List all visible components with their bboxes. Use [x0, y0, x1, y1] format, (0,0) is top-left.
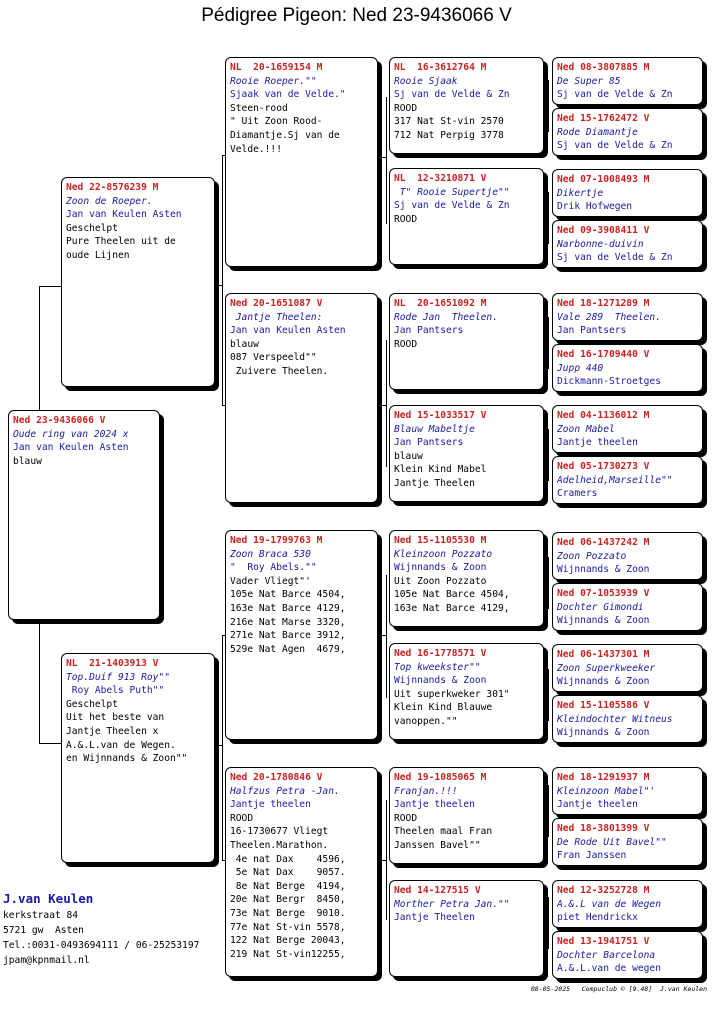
pigeon-name: Kleindochter Witneus — [557, 713, 673, 725]
note-line: Pure Theelen uit de — [66, 236, 176, 248]
pigeon-name: Rooie Roeper."" — [230, 75, 317, 87]
note-line: 5e Nat Dax 9057. — [230, 867, 346, 879]
breeder: Wijnnands & Zoon — [394, 562, 487, 574]
ring-number: Ned 16-1709440 V — [557, 349, 650, 360]
pigeon-name: Adelheid,Marseille"" — [557, 474, 673, 486]
breeder: Jantje theelen — [557, 437, 638, 449]
note-line: 087 Verspeeld"" — [230, 352, 317, 364]
note-line: blauw — [394, 450, 423, 462]
pigeon-name: Halfzus Petra -Jan. — [230, 785, 340, 797]
ring-number: Ned 04-1136012 M — [557, 410, 650, 421]
ssd-card[interactable] — [389, 168, 544, 265]
note-line: Vader Vliegt"' — [230, 575, 311, 587]
ring-number: Ned 15-1105530 M — [394, 535, 487, 546]
note-line: 8e Nat Berge 4194, — [230, 880, 346, 892]
breeder: Jan van Keulen Asten — [230, 325, 346, 337]
breeder: Sj van de Velde & Zn — [557, 89, 673, 101]
ddds-card[interactable] — [552, 880, 703, 928]
breeder: Wijnnands & Zoon — [557, 727, 650, 739]
note-line: Uit Zoon Pozzato — [394, 575, 487, 587]
note-line: 122 Nat Berge 20043, — [230, 935, 346, 947]
note-line: ROOD — [230, 812, 254, 824]
ring-number: Ned 20-1780846 V — [230, 772, 323, 783]
note-line: vanoppen."" — [394, 715, 458, 727]
pigeon-name: Rode Diamantje — [557, 126, 638, 138]
pigeon-name: Oude ring van 2024 x — [13, 428, 129, 440]
owner-postcode-line: 5721 gw Asten — [3, 925, 84, 936]
breeder: piet Hendrickx — [557, 912, 638, 924]
ring-number: Ned 22-8576239 M — [66, 182, 159, 193]
note-line: Geschelpt — [66, 222, 118, 234]
sire-card[interactable] — [61, 177, 215, 387]
note-line: Klein Kind Mabel — [394, 464, 487, 476]
ring-number: Ned 19-1085065 M — [394, 772, 487, 783]
note-line: 529e Nat Agen 4679, — [230, 643, 346, 655]
breeder: Wijnnands & Zoon — [394, 675, 487, 687]
note-line: 163e Nat Barce 4129, — [394, 602, 510, 614]
breeder: Cramers — [557, 488, 598, 500]
breeder: Jan van Keulen Asten — [66, 209, 182, 221]
owner-phone-line: Tel.:0031-0493694111 / 06-25253197 — [3, 940, 200, 951]
note-line: 20e Nat Bergr 8450, — [230, 894, 346, 906]
note-line: 163e Nat Barce 4129, — [230, 602, 346, 614]
pigeon-name: Zoon de Roeper. — [66, 195, 153, 207]
sire-dam-card[interactable] — [225, 293, 378, 503]
note-line: 216e Nat Marse 3320, — [230, 616, 346, 628]
sddd-card[interactable] — [552, 456, 703, 504]
dsss-card[interactable] — [552, 532, 703, 580]
dam-sire-card[interactable] — [225, 530, 378, 740]
sire-sire-card[interactable] — [225, 57, 378, 267]
note-line: 105e Nat Barce 4504, — [230, 589, 346, 601]
note-line: oude Lijnen — [66, 249, 130, 261]
breeder: Sj van de Velde & Zn — [557, 252, 673, 264]
breeder: " Roy Abels."" — [230, 562, 317, 574]
ring-number: Ned 06-1437301 M — [557, 649, 650, 660]
pigeon-name: Kleinzoon Pozzato — [394, 548, 493, 560]
ring-number: Ned 09-3908411 V — [557, 225, 650, 236]
ring-number: Ned 13-1941751 V — [557, 936, 650, 947]
sds-card[interactable] — [389, 293, 544, 390]
pigeon-name: Top kweekster"" — [394, 661, 481, 673]
ssds-card[interactable] — [552, 169, 703, 217]
breeder: Jan Pantsers — [557, 325, 627, 337]
ring-number: Ned 18-3801399 V — [557, 823, 650, 834]
note-line: ROOD — [394, 213, 418, 225]
sss-card[interactable] — [389, 57, 544, 154]
sdss-card[interactable] — [552, 293, 703, 341]
pigeon-name: Blauw Mabeltje — [394, 423, 475, 435]
breeder: Sj van de Velde & Zn — [394, 200, 510, 212]
ddss-card[interactable] — [552, 767, 703, 815]
breeder: Dickmann-Stroetges — [557, 376, 661, 388]
note-line: Klein Kind Blauwe — [394, 702, 493, 714]
pigeon-name: De Super 85 — [557, 75, 621, 87]
pigeon-name: Jupp 440 — [557, 362, 604, 374]
note-line: Janssen Bavel"" — [394, 839, 481, 851]
breeder: Jan van Keulen Asten — [13, 442, 129, 454]
breeder: Wijnnands & Zoon — [557, 564, 650, 576]
note-line: 16-1730677 Vliegt — [230, 826, 329, 838]
breeder: Jantje theelen — [557, 799, 638, 811]
pigeon-name: T" Rooie Supertje"" — [394, 186, 510, 198]
breeder: Sj van de Velde & Zn — [394, 89, 510, 101]
pigeon-name: Top.Duif 913 Roy"" — [66, 671, 170, 683]
ring-number: Ned 19-1799763 M — [230, 535, 323, 546]
breeder: Roy Abels Puth"" — [66, 685, 165, 697]
ring-number: Ned 07-1053939 V — [557, 588, 650, 599]
note-line: Uit superkweker 301" — [394, 688, 510, 700]
ring-number: Ned 23-9436066 V — [13, 415, 106, 426]
ring-number: Ned 07-1008493 M — [557, 174, 650, 185]
note-line: Jantje Theelen — [394, 477, 475, 489]
dds-card[interactable] — [389, 767, 544, 864]
pigeon-name: Zoon Superkweeker — [557, 662, 656, 674]
note-line: ROOD — [394, 338, 418, 350]
ring-number: NL 20-1659154 M — [230, 62, 323, 73]
note-line: Zuivere Theelen. — [230, 365, 329, 377]
note-line: en Wijnnands & Zoon"" — [66, 753, 188, 765]
page-title: Pédigree Pigeon: Ned 23-9436066 V — [201, 5, 512, 26]
dsds-card[interactable] — [552, 644, 703, 692]
pigeon-name: Dochter Barcelona — [557, 949, 656, 961]
ring-number: NL 21-1403913 V — [66, 658, 159, 669]
note-line: ROOD — [394, 812, 418, 824]
note-line: ROOD — [394, 102, 418, 114]
ssdd-card[interactable] — [552, 220, 703, 268]
breeder: Jantje theelen — [230, 799, 311, 811]
note-line: " Uit Zoon Rood- — [230, 116, 323, 128]
note-line: 271e Nat Barce 3912, — [230, 630, 346, 642]
pigeon-name: Rode Jan Theelen. — [394, 311, 498, 323]
sdds-card[interactable] — [552, 405, 703, 453]
owner-name: J.van Keulen — [3, 891, 94, 906]
note-line: Theelen maal Fran — [394, 826, 493, 838]
sssd-card[interactable] — [552, 108, 703, 156]
breeder: Jantje theelen — [394, 799, 475, 811]
note-line: Uit het beste van — [66, 712, 165, 724]
ddsd-card[interactable] — [552, 818, 703, 866]
ring-number: Ned 20-1651087 V — [230, 298, 323, 309]
breeder: Jantje Theelen — [394, 912, 475, 924]
note-line: Geschelpt — [66, 698, 118, 710]
pigeon-name: Zoon Pozzato — [557, 550, 627, 562]
breeder: Fran Janssen — [557, 850, 627, 862]
ring-number: Ned 15-1033517 V — [394, 410, 487, 421]
owner-email-line: jpam@kpnmail.nl — [3, 955, 90, 966]
note-line: 219 Nat St-vin12255, — [230, 948, 346, 960]
pigeon-name: Kleinzoon Mabel"' — [557, 785, 656, 797]
note-line: Velde.!!! — [230, 143, 282, 155]
ring-number: Ned 06-1437242 M — [557, 537, 650, 548]
note-line: Diamantje.Sj van de — [230, 129, 340, 141]
ring-number: NL 16-3612764 M — [394, 62, 487, 73]
note-line: Steen-rood — [230, 102, 288, 114]
breeder: Jan Pantsers — [394, 325, 464, 337]
dam-dam-card[interactable] — [225, 767, 378, 977]
ring-number: Ned 15-1762472 V — [557, 113, 650, 124]
owner-address-line: kerkstraat 84 — [3, 910, 79, 921]
note-line: 4e nat Dax 4596, — [230, 853, 346, 865]
pigeon-name: Zoon Braca 530 — [230, 548, 311, 560]
dssd-card[interactable] — [552, 583, 703, 631]
pigeon-name: De Rode Uit Bavel"" — [557, 836, 667, 848]
ring-number: Ned 14-127515 V — [394, 885, 481, 896]
dss-card[interactable] — [389, 530, 544, 627]
footer-credit: 08-05-2025 Compuclub © [9.48] J.van Keulen — [530, 985, 707, 993]
ring-number: Ned 18-1291937 M — [557, 772, 650, 783]
dddd-card[interactable] — [552, 931, 703, 979]
pigeon-name: Rooie Sjaak — [394, 75, 458, 87]
pigeon-name: Narbonne-duivin — [557, 238, 644, 250]
note-line: blauw — [13, 455, 42, 467]
ring-number: Ned 18-1271289 M — [557, 298, 650, 309]
breeder: Drik Hofwegen — [557, 201, 633, 213]
subject-pigeon-card[interactable] — [8, 410, 160, 620]
pigeon-name: Morther Petra Jan."" — [394, 898, 510, 910]
pigeon-name: Franjan.!!! — [394, 785, 458, 797]
dsd-card[interactable] — [389, 643, 544, 740]
note-line: 105e Nat Barce 4504, — [394, 589, 510, 601]
breeder: A.&.L.van de wegen — [557, 963, 661, 975]
breeder: Jan Pantsers — [394, 437, 464, 449]
breeder: Sjaak van de Velde." — [230, 89, 346, 101]
ring-number: Ned 16-1778571 V — [394, 648, 487, 659]
note-line: blauw — [230, 338, 259, 350]
breeder: Sj van de Velde & Zn — [557, 140, 673, 152]
pigeon-name: Vale 289 Theelen. — [557, 311, 661, 323]
note-line: Theelen.Marathon. — [230, 839, 329, 851]
pigeon-name: Dikertje — [557, 187, 604, 199]
note-line: Jantje Theelen x — [66, 725, 159, 737]
ssss-card[interactable] — [552, 57, 703, 105]
note-line: 77e Nat St-vin 5578, — [230, 921, 346, 933]
owner-info — [3, 890, 199, 968]
sdd-card[interactable] — [389, 405, 544, 502]
pigeon-name: Zoon Mabel — [557, 423, 615, 435]
ring-number: Ned 15-1105586 V — [557, 700, 650, 711]
breeder: Wijnnands & Zoon — [557, 615, 650, 627]
ring-number: Ned 05-1730273 V — [557, 461, 650, 472]
breeder: Wijnnands & Zoon — [557, 676, 650, 688]
ring-number: Ned 12-3252728 M — [557, 885, 650, 896]
ddd-card[interactable] — [389, 880, 544, 977]
sdsd-card[interactable] — [552, 344, 703, 392]
dam-card[interactable] — [61, 653, 215, 863]
ring-number: Ned 08-3807885 M — [557, 62, 650, 73]
dsdd-card[interactable] — [552, 695, 703, 743]
note-line: 73e Nat Berge 9010. — [230, 907, 346, 919]
note-line: 317 Nat St-vin 2570 — [394, 116, 504, 128]
note-line: 712 Nat Perpig 3778 — [394, 129, 504, 141]
pigeon-name: A.&.L van de Wegen — [557, 898, 661, 910]
pigeon-name: Jantje Theelen: — [230, 311, 323, 323]
ring-number: NL 12-3210871 V — [394, 173, 487, 184]
note-line: A.&.L.van de Wegen. — [66, 739, 176, 751]
ring-number: NL 20-1651092 M — [394, 298, 487, 309]
pigeon-name: Dochter Gimondi — [557, 601, 644, 613]
